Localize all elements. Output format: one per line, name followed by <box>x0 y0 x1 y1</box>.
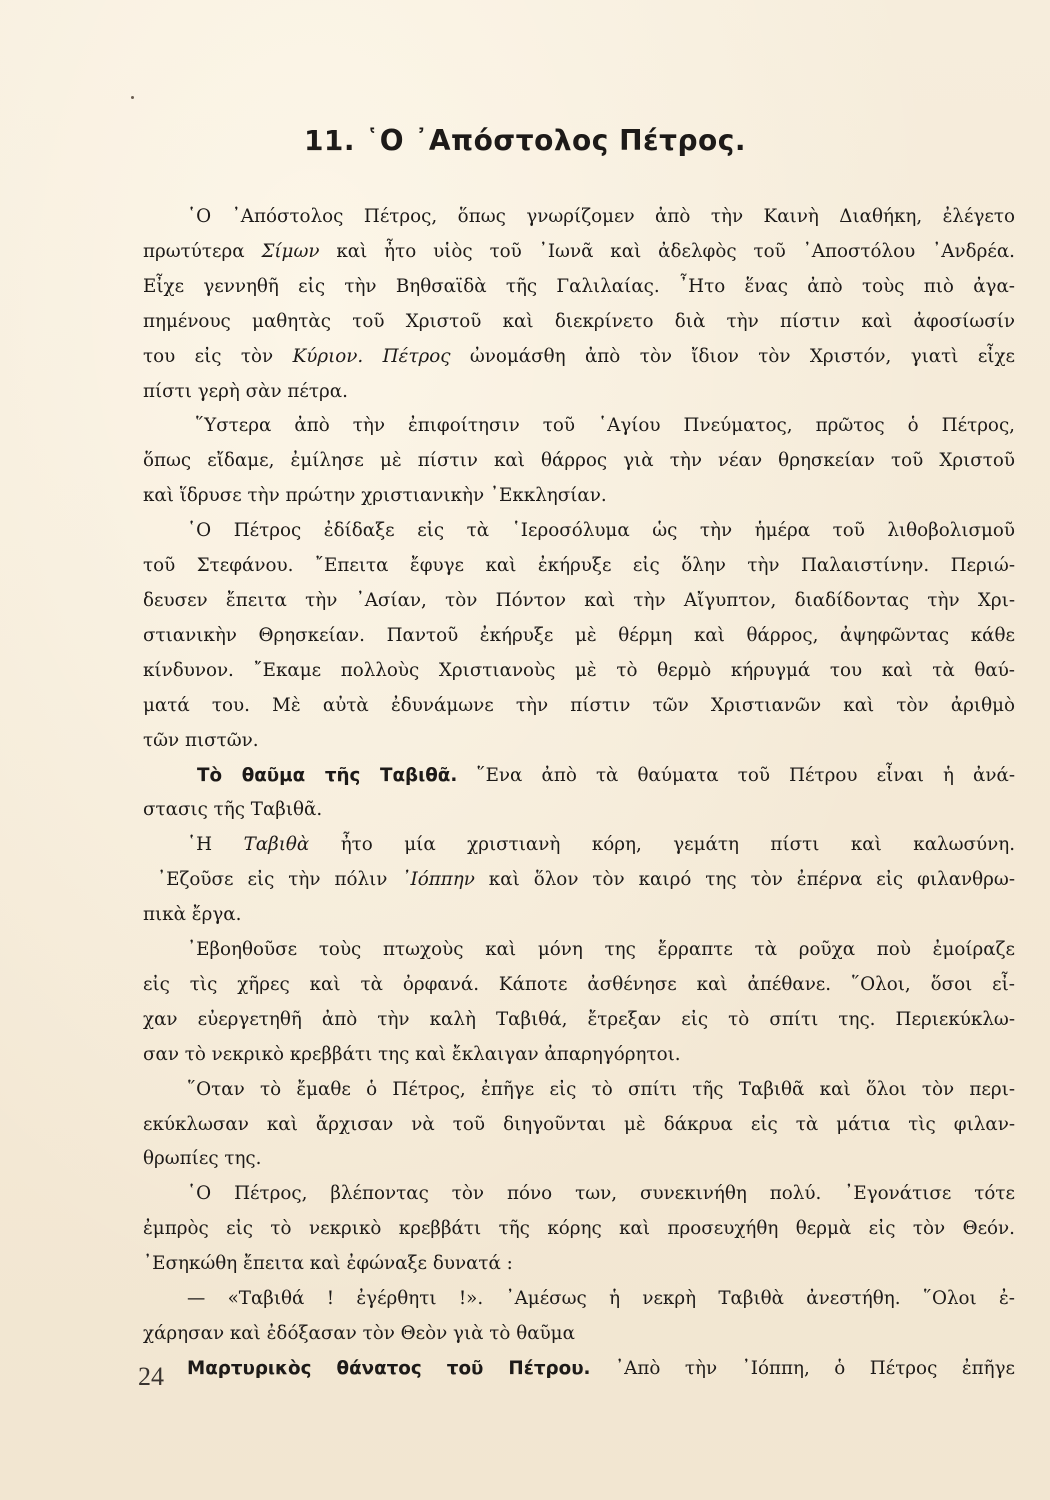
text-line: τῶν πιστῶν. <box>143 729 259 751</box>
section-heading-martyrdom: Μαρτυρικὸς θάνατος τοῦ Πέτρου. <box>187 1357 591 1379</box>
text-line: ὅπως εἴδαμε, ἐμίλησε μὲ πίστιν καὶ θάρρος γιὰ τὴν νέαν θρησκείαν τοῦ Χριστοῦ <box>143 450 1015 472</box>
text-line: πημένους μαθητὰς τοῦ Χριστοῦ καὶ διεκρίνετο διὰ τὴν πίστιν καὶ ἀφοσίωσίν <box>143 310 1015 332</box>
chapter-title: 11. ῾Ο ᾿Απόστολος Πέτρος. <box>303 124 747 157</box>
chapter-body <box>143 200 1015 1387</box>
text-line: καὶ ἵδρυσε τὴν πρώτην χριστιανικὴν ᾿Εκκλησίαν. <box>143 485 607 507</box>
text-line: τοῦ Στεφάνου. ῎Επειτα ἔφυγε καὶ ἐκήρυξε εἰς ὅλην τὴν Παλαιστίνην. Περιώ- <box>143 555 1015 577</box>
text-line: δευσεν ἔπειτα τὴν ᾿Ασίαν, τὸν Πόντον καὶ τὴν Αἴγυπτον, διαδίδοντας τὴν Χρι- <box>143 589 1015 611</box>
text-line: ῞Υστερα ἀπὸ τὴν ἐπιφοίτησιν τοῦ ῾Αγίου Πνεύματος, πρῶτος ὁ Πέτρος, <box>195 415 1015 437</box>
text-line: ματά του. Μὲ αὐτὰ ἐδυνάμωνε τὴν πίστιν τῶν Χριστιανῶν καὶ τὸν ἀριθμὸ <box>143 694 1015 716</box>
text-line: Μαρτυρικὸς θάνατος τοῦ Πέτρου. ᾿Απὸ τὴν ᾿Ιόππη, ὁ Πέτρος ἐπῆγε <box>187 1357 1015 1379</box>
text-line: χαν εὐεργετηθῆ ἀπὸ τὴν καλὴ Ταβιθά, ἔτρεξαν εἰς τὸ σπίτι της. Περιεκύκλω- <box>143 1008 1015 1030</box>
page-number: 24 <box>138 1362 164 1391</box>
text-line: Τὸ θαῦμα τῆς Ταβιθᾶ. ῞Ενα ἀπὸ τὰ θαύματα τοῦ Πέτρου εἶναι ἡ ἀνά- <box>197 764 1016 786</box>
text-line: κίνδυνον. ῎Εκαμε πολλοὺς Χριστιανοὺς μὲ τὸ θερμὸ κήρυγμά του καὶ τὰ θαύ- <box>143 659 1015 681</box>
ink-speck <box>131 96 134 99</box>
text-line: ᾿Εζοῦσε εἰς τὴν πόλιν ᾿Ιόππην καὶ ὅλον τὸν καιρό της τὸν ἐπέρνα εἰς φιλανθρω- <box>157 869 1015 891</box>
text-line: ῾Ο ᾿Απόστολος Πέτρος, ὅπως γνωρίζομεν ἀπὸ τὴν Καινὴ Διαθήκη, ἐλέγετο <box>187 206 1015 227</box>
text-line: σαν τὸ νεκρικὸ κρεββάτι της καὶ ἔκλαιγαν ἀπαρηγόρητοι. <box>143 1043 681 1065</box>
text-line: — «Ταβιθά ! ἐγέρθητι !». ᾿Αμέσως ἡ νεκρὴ Ταβιθὰ ἀνεστήθη. ῞Ολοι ἐ- <box>187 1288 1015 1310</box>
text-line: πρωτύτερα Σίμων καὶ ἦτο υἱὸς τοῦ ᾿Ιωνᾶ καὶ ἀδελφὸς τοῦ ᾿Αποστόλου ᾿Ανδρέα. <box>143 240 1015 262</box>
section-heading-tabitha: Τὸ θαῦμα τῆς Ταβιθᾶ. <box>197 764 458 786</box>
text-line: χάρησαν καὶ ἐδόξασαν τὸν Θεὸν γιὰ τὸ θαῦμα <box>143 1323 575 1344</box>
text-line: Εἶχε γεννηθῆ εἰς τὴν Βηθσαϊδὰ τῆς Γαλιλαίας. ῏Ητο ἕνας ἀπὸ τοὺς πιὸ ἀγα- <box>143 275 1015 297</box>
text-line: ῾Ο Πέτρος ἐδίδαξε εἰς τὰ ῾Ιεροσόλυμα ὡς τὴν ἡμέρα τοῦ λιθοβολισμοῦ <box>187 520 1015 542</box>
text-line: εκύκλωσαν καὶ ἄρχισαν νὰ τοῦ διηγοῦνται μὲ δάκρυα εἰς τὰ μάτια τὶς φιλαν- <box>143 1113 1015 1135</box>
text-line: ἐμπρὸς εἰς τὸ νεκρικὸ κρεββάτι τῆς κόρης καὶ προσευχήθη θερμὰ εἰς τὸν Θεόν. <box>143 1218 1015 1240</box>
text-line: ῾Η Ταβιθὰ ἦτο μία χριστιανὴ κόρη, γεμάτη πίστι καὶ καλωσύνη. <box>187 834 1016 856</box>
text-line: στασις τῆς Ταβιθᾶ. <box>143 799 323 821</box>
text-line: πικὰ ἔργα. <box>143 904 242 926</box>
text-line: πίστι γερὴ σὰν πέτρα. <box>143 380 348 402</box>
text-line: εἰς τὶς χῆρες καὶ τὰ ὀρφανά. Κάποτε ἀσθένησε καὶ ἀπέθανε. ῞Ολοι, ὅσοι εἶ- <box>143 973 1015 995</box>
text-line: ῞Οταν τὸ ἔμαθε ὁ Πέτρος, ἐπῆγε εἰς τὸ σπίτι τῆς Ταβιθᾶ καὶ ὅλοι τὸν περι- <box>187 1078 1015 1100</box>
text-line: του εἰς τὸν Κύριον. Πέτρος ὠνομάσθη ἀπὸ τὸν ἴδιον τὸν Χριστόν, γιατὶ εἶχε <box>143 345 1016 367</box>
text-line: θρωπίες της. <box>143 1148 262 1170</box>
text-line: ᾿Εβοηθοῦσε τοὺς πτωχοὺς καὶ μόνη της ἔρραπτε τὰ ροῦχα ποὺ ἐμοίραζε <box>187 939 1015 961</box>
text-line: ῾Ο Πέτρος, βλέποντας τὸν πόνο των, συνεκινήθη πολύ. ᾿Εγονάτισε τότε <box>187 1183 1015 1205</box>
text-line: στιανικὴν Θρησκείαν. Παντοῦ ἐκήρυξε μὲ θέρμη καὶ θάρρος, ἀψηφῶντας κάθε <box>143 624 1015 646</box>
text-line: ᾿Εσηκώθη ἔπειτα καὶ ἐφώναξε δυνατά : <box>143 1253 513 1275</box>
